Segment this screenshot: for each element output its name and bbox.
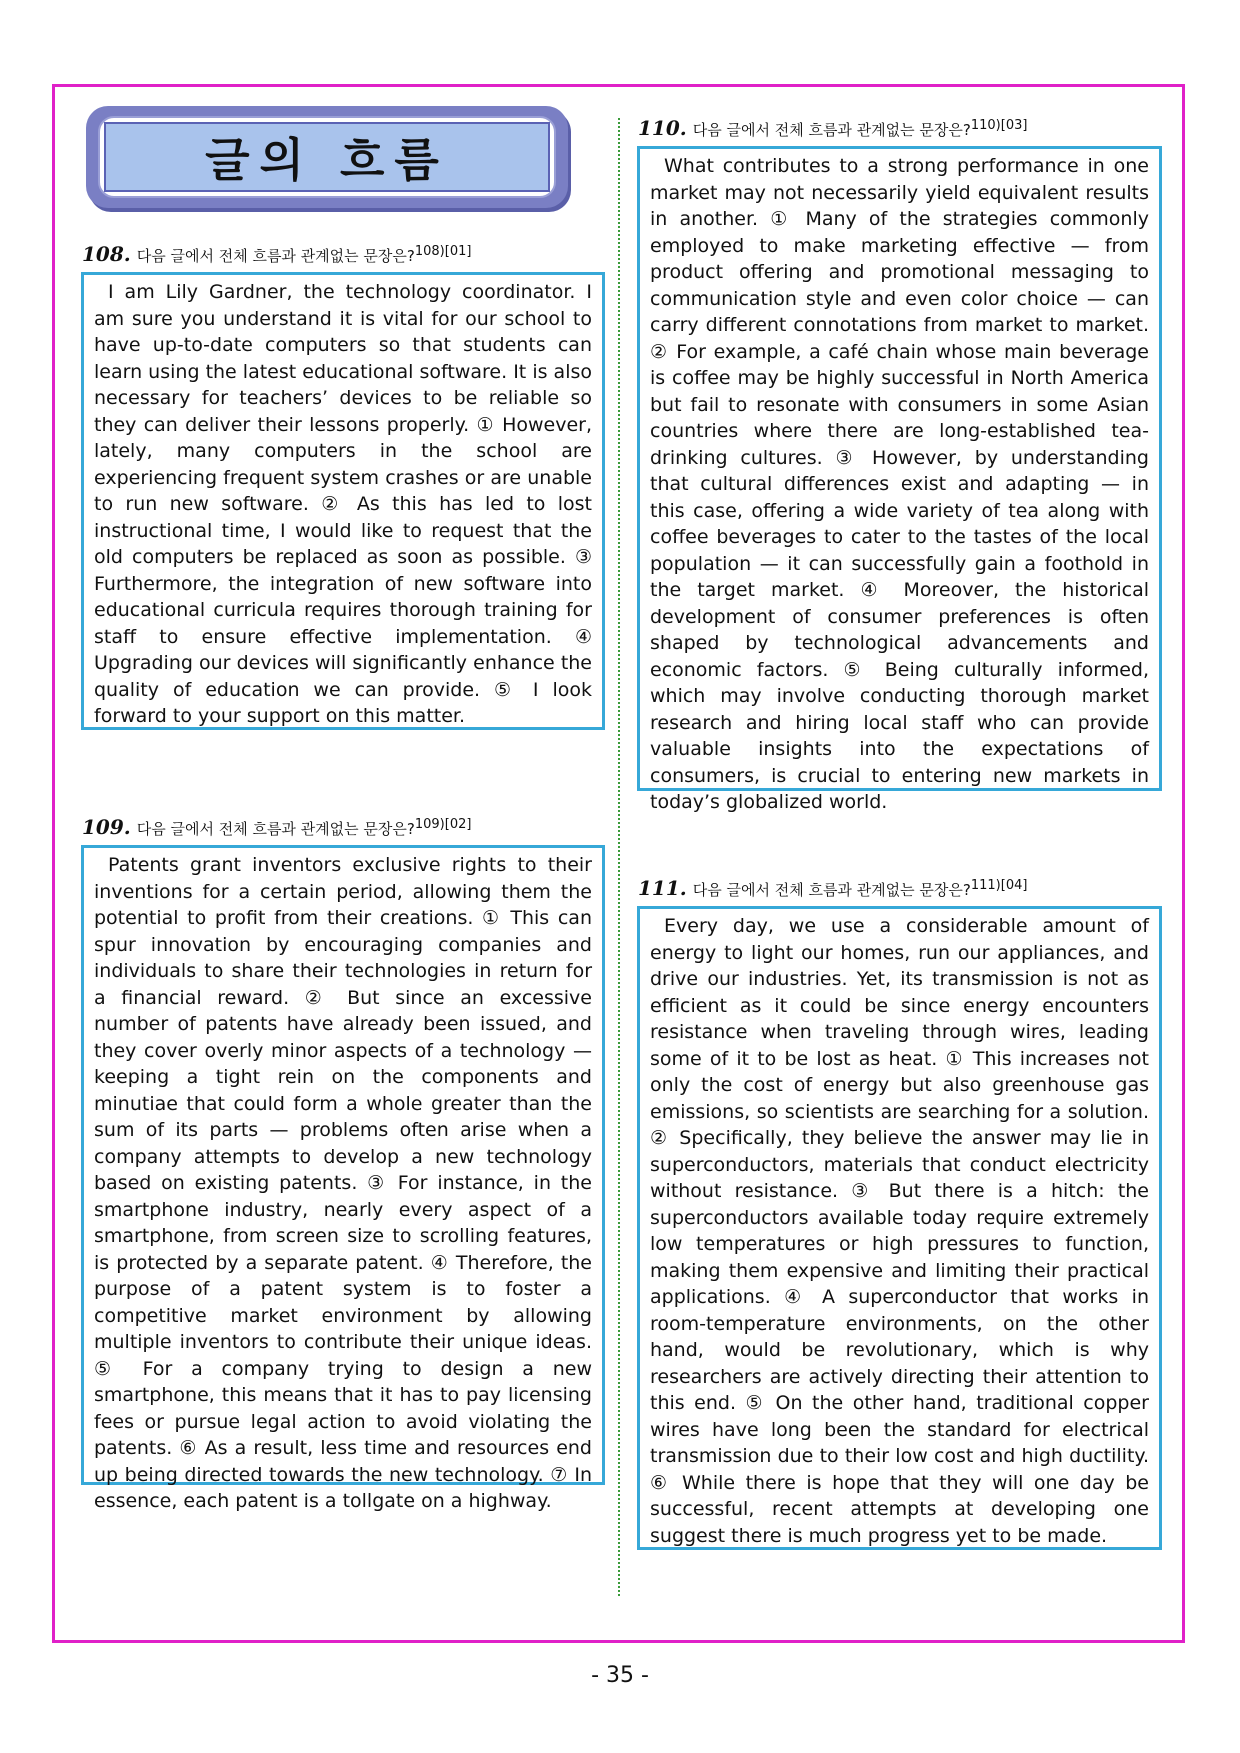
passage-box-110: [637, 146, 1162, 813]
question-prompt: 다음 글에서 전체 흐름과 관계없는 문장은?: [692, 881, 971, 899]
passage-text: I am Lily Gardner, the technology coordinator. I am sure you understand it is vital for our school to have up-to-date computers so that students can learn using the latest educational software. It is also necessary for teachers’ devices to be reliable so they can deliver their lessons properly. ① However, lately, many computers in the school are experiencing frequent system crashes or are unable to run new software. ② As this has led to lost instructional time, I would like to request that the old computers be replaced as soon as possible. ③ Furthermore, the integration of new software into educational curricula requires thorough training for staff to ensure effective implementation. ④ Upgrading our devices will significantly enhance the quality of education we can provide. ⑤ I look forward to your support on this matter.: [94, 281, 592, 727]
question-number: 109.: [82, 815, 131, 839]
question-prompt: 다음 글에서 전체 흐름과 관계없는 문장은?: [692, 121, 971, 139]
question-source: 110)[03]: [970, 118, 1028, 133]
question-prompt: 다음 글에서 전체 흐름과 관계없는 문장은?: [136, 247, 415, 265]
question-header-109: [82, 815, 471, 839]
question-header-110: [638, 116, 1027, 140]
passage-text: What contributes to a strong performance in one market may not necessarily yield equivalent results in another. ① Many of the strategies commonly employed to make marketing effective — from product offering and promotional messaging to communication style and even color choice — can carry different connotations from market to market. ② For example, a café chain whose main beverage is coffee may be highly successful in North America but fail to resonate with consumers in some Asian countries where there are long-established tea-drinking cultures. ③ However, by understanding that cultural differences exist and adapting — in this case, offering a wide variety of tea along with coffee beverages to cater to the tastes of the local population — it can successfully gain a foothold in the target market. ④ Moreover, the historical development of consumer preferences is often shaped by technological advancements and economic factors. ⑤ Being culturally informed, which may involve conducting thorough market research and hiring local staff who can provide valuable insights into the expectations of consumers, is crucial to entering new markets in today’s globalized world.: [650, 155, 1149, 813]
question-header-111: [638, 876, 1027, 900]
section-title: 글의 흐름: [104, 122, 550, 192]
question-source: 109)[02]: [414, 817, 472, 832]
passage-box-109: [81, 845, 605, 1512]
question-header-108: [82, 242, 471, 266]
question-source: 108)[01]: [414, 244, 472, 259]
question-number: 108.: [82, 242, 131, 266]
question-number: 111.: [638, 876, 687, 900]
question-number: 110.: [638, 116, 687, 140]
page-number: - 35 -: [591, 1663, 649, 1688]
question-source: 111)[04]: [970, 878, 1028, 893]
question-prompt: 다음 글에서 전체 흐름과 관계없는 문장은?: [136, 820, 415, 838]
passage-text: Every day, we use a considerable amount of energy to light our homes, run our appliances, and drive our industries. Yet, its transmission is not as efficient as it could be since energy encounters resistance when traveling through wires, leading some of it to be lost as heat. ① This increases not only the cost of energy but also greenhouse gas emissions, so scientists are searching for a solution. ② Specifically, they believe the answer may lie in superconductors, materials that conduct electricity without resistance. ③ But there is a hitch: the superconductors available today require extremely low temperatures or high pressures to function, making them expensive and limiting their practical applications. ④ A superconductor that works in room-temperature environments, on the other hand, would be revolutionary, which is why researchers are actively directing their attention to this end. ⑤ On the other hand, traditional copper wires have long been the standard for electrical transmission due to their low cost and high ductility. ⑥ While there is hope that they will one day be successful, recent attempts at developing one suggest there is much progress yet to be made.: [650, 915, 1149, 1547]
passage-box-111: [637, 906, 1162, 1550]
column-divider: [618, 118, 620, 1596]
passage-box-108: [81, 272, 605, 730]
section-banner: [86, 106, 568, 208]
passage-text: Patents grant inventors exclusive rights to their inventions for a certain period, allowing them the potential to profit from their creations. ① This can spur innovation by encouraging companies and individuals to share their technologies in return for a financial reward. ② But since an excessive number of patents have already been issued, and they cover overly minor aspects of a technology — keeping a tight rein on the components and minutiae that could form a whole greater than the sum of its parts — problems often arise when a company attempts to develop a new technology based on existing patents. ③ For instance, in the smartphone industry, nearly every aspect of a smartphone, from screen size to scrolling features, is protected by a separate patent. ④ Therefore, the purpose of a patent system is to foster a competitive market environment by allowing multiple inventors to contribute their unique ideas. ⑤ For a company trying to design a new smartphone, this means that it has to pay licensing fees or pursue legal action to avoid violating the patents. ⑥ As a result, less time and resources end up being directed towards the new technology. ⑦ In essence, each patent is a tollgate on a highway.: [94, 854, 592, 1512]
